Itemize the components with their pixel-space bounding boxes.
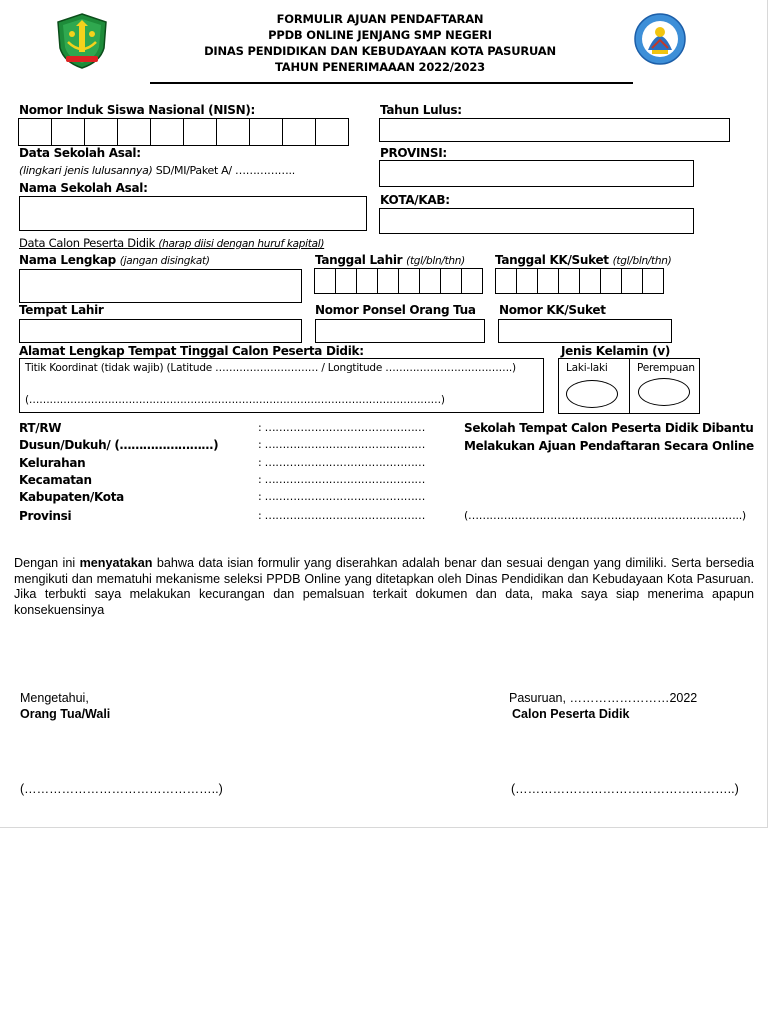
nama-sekolah-asal-label: Nama Sekolah Asal:: [19, 181, 148, 195]
logo-motto: [1, 1, 2, 2]
provinsi-input[interactable]: [379, 160, 694, 187]
mengetahui-label: Mengetahui,: [20, 691, 89, 705]
form-year: TAHUN PENERIMAAAN 2022/2023: [275, 60, 485, 74]
kota-kab-input[interactable]: [379, 208, 694, 234]
nama-sekolah-asal-input[interactable]: [19, 196, 367, 231]
tanggal-lahir-title: Tanggal Lahir: [315, 253, 403, 267]
statement-rest: bahwa data isian formulir yang diserahkan adalah benar dan sesuai dengan yang dimiliki. Serta bersedia mengikuti dan mematuhi mekanisme seleksi PPDB Online yang ditetapkan oleh Dinas Pendidikan dan Kebudayaan Kota Pasuruan. Jika terbukti saya melakukan kecurangan dan pemalsuan terkait dokumen dan data, maka saya siap menerima apapun konsekuensinya: [14, 556, 754, 617]
perempuan-choice[interactable]: [638, 378, 690, 406]
orang-tua-wali-label: Orang Tua/Wali: [20, 707, 111, 721]
statement-prefix: Dengan ini: [14, 556, 80, 570]
provinsi-address-value[interactable]: : ………………………………………: [258, 509, 426, 522]
data-calon-note: (harap diisi dengan huruf kapital): [158, 238, 325, 250]
kabupaten-kota-label: Kabupaten/Kota: [19, 490, 124, 504]
provinsi-label: PROVINSI:: [380, 146, 447, 160]
pasuruan-emblem-logo: [54, 12, 110, 70]
jenis-kelamin-label: Jenis Kelamin (v): [561, 344, 671, 358]
nama-lengkap-label: [19, 253, 210, 267]
kecamatan-label: Kecamatan: [19, 473, 92, 487]
jenis-kelamin-divider: [629, 358, 630, 414]
tanggal-lahir-note: (tgl/bln/thn): [406, 255, 465, 267]
tanggal-kk-title: Tanggal KK/Suket: [495, 253, 609, 267]
nama-lengkap-title: Nama Lengkap: [19, 253, 116, 267]
nisn-label: Nomor Induk Siswa Nasional (NISN):: [19, 103, 256, 117]
data-calon-title: Data Calon Peserta Didik: [19, 236, 155, 250]
koordinat-line2: (…………………………………………………………………………………………………………): [25, 394, 445, 406]
statement-bold: menyatakan: [79, 556, 153, 570]
helper-school-line1: Sekolah Tempat Calon Peserta Didik Dibantu: [464, 421, 754, 435]
header-rule: [150, 82, 633, 84]
calon-signature-blank[interactable]: (……………………………………………..): [511, 782, 739, 796]
nomor-ponsel-label: Nomor Ponsel Orang Tua: [315, 303, 476, 317]
tanggal-lahir-label: [315, 253, 465, 267]
tanggal-kk-note: (tgl/bln/thn): [612, 255, 672, 267]
nomor-kk-label: Nomor KK/Suket: [499, 303, 606, 317]
tanggal-lahir-grid[interactable]: [315, 268, 483, 294]
nama-lengkap-note: (jangan disingkat): [119, 255, 210, 267]
tanggal-kk-grid[interactable]: [496, 268, 664, 294]
pasuruan-date[interactable]: Pasuruan, ……………………2022: [509, 691, 698, 705]
tahun-lulus-label: Tahun Lulus:: [380, 103, 462, 117]
data-sekolah-asal-label: Data Sekolah Asal:: [19, 146, 141, 160]
nama-lengkap-input[interactable]: [19, 269, 302, 303]
alamat-label: Alamat Lengkap Tempat Tinggal Calon Peserta Didik:: [19, 344, 364, 358]
dusun-label: Dusun/Dukuh/ (……………………): [19, 438, 219, 452]
tanggal-kk-label: [495, 253, 671, 267]
form-subtitle: PPDB ONLINE JENJANG SMP NEGERI: [268, 28, 492, 42]
kabupaten-kota-value[interactable]: : ………………………………………: [258, 490, 426, 503]
tut-wuri-handayani-logo: [634, 12, 686, 66]
laki-laki-choice[interactable]: [566, 380, 618, 408]
nisn-input-grid[interactable]: [19, 118, 349, 146]
tempat-lahir-input[interactable]: [19, 319, 302, 343]
tempat-lahir-label: Tempat Lahir: [19, 303, 104, 317]
provinsi-address-label: Provinsi: [19, 509, 72, 523]
kota-kab-label: KOTA/KAB:: [380, 193, 450, 207]
form-agency: DINAS PENDIDIKAN DAN KEBUDAYAAN KOTA PASURUAN: [204, 44, 556, 58]
rt-rw-label: RT/RW: [19, 421, 62, 435]
kelurahan-value[interactable]: : ………………………………………: [258, 456, 426, 469]
form-title: FORMULIR AJUAN PENDAFTARAN: [276, 12, 484, 26]
calon-peserta-didik-label: Calon Peserta Didik: [512, 707, 630, 721]
helper-school-blank[interactable]: (…………………………………………………………………..): [464, 509, 746, 522]
laki-laki-label: Laki-laki: [566, 362, 608, 374]
tahun-lulus-input[interactable]: [379, 118, 730, 142]
dusun-value[interactable]: : ………………………………………: [258, 438, 426, 451]
rt-rw-value[interactable]: : ………………………………………: [258, 421, 426, 434]
titik-koordinat-line: Titik Koordinat (tidak wajib) (Latitude ………………………… / Longtitude ……………………………….): [25, 362, 516, 374]
lulusan-options[interactable]: SD/MI/Paket A/ ……………..: [155, 164, 295, 177]
nomor-ponsel-input[interactable]: [315, 319, 485, 343]
lingkari-note: (lingkari jenis lulusannya): [19, 164, 153, 177]
data-calon-heading: [19, 236, 324, 250]
perempuan-label: Perempuan: [637, 362, 695, 374]
statement-paragraph: [14, 556, 754, 618]
kelurahan-label: Kelurahan: [19, 456, 86, 470]
kecamatan-value[interactable]: : ………………………………………: [258, 473, 426, 486]
nomor-kk-input[interactable]: [498, 319, 672, 343]
helper-school-line2: Melakukan Ajuan Pendaftaran Secara Online: [464, 439, 754, 453]
orang-tua-signature-blank[interactable]: (………………………………………..): [20, 782, 223, 796]
